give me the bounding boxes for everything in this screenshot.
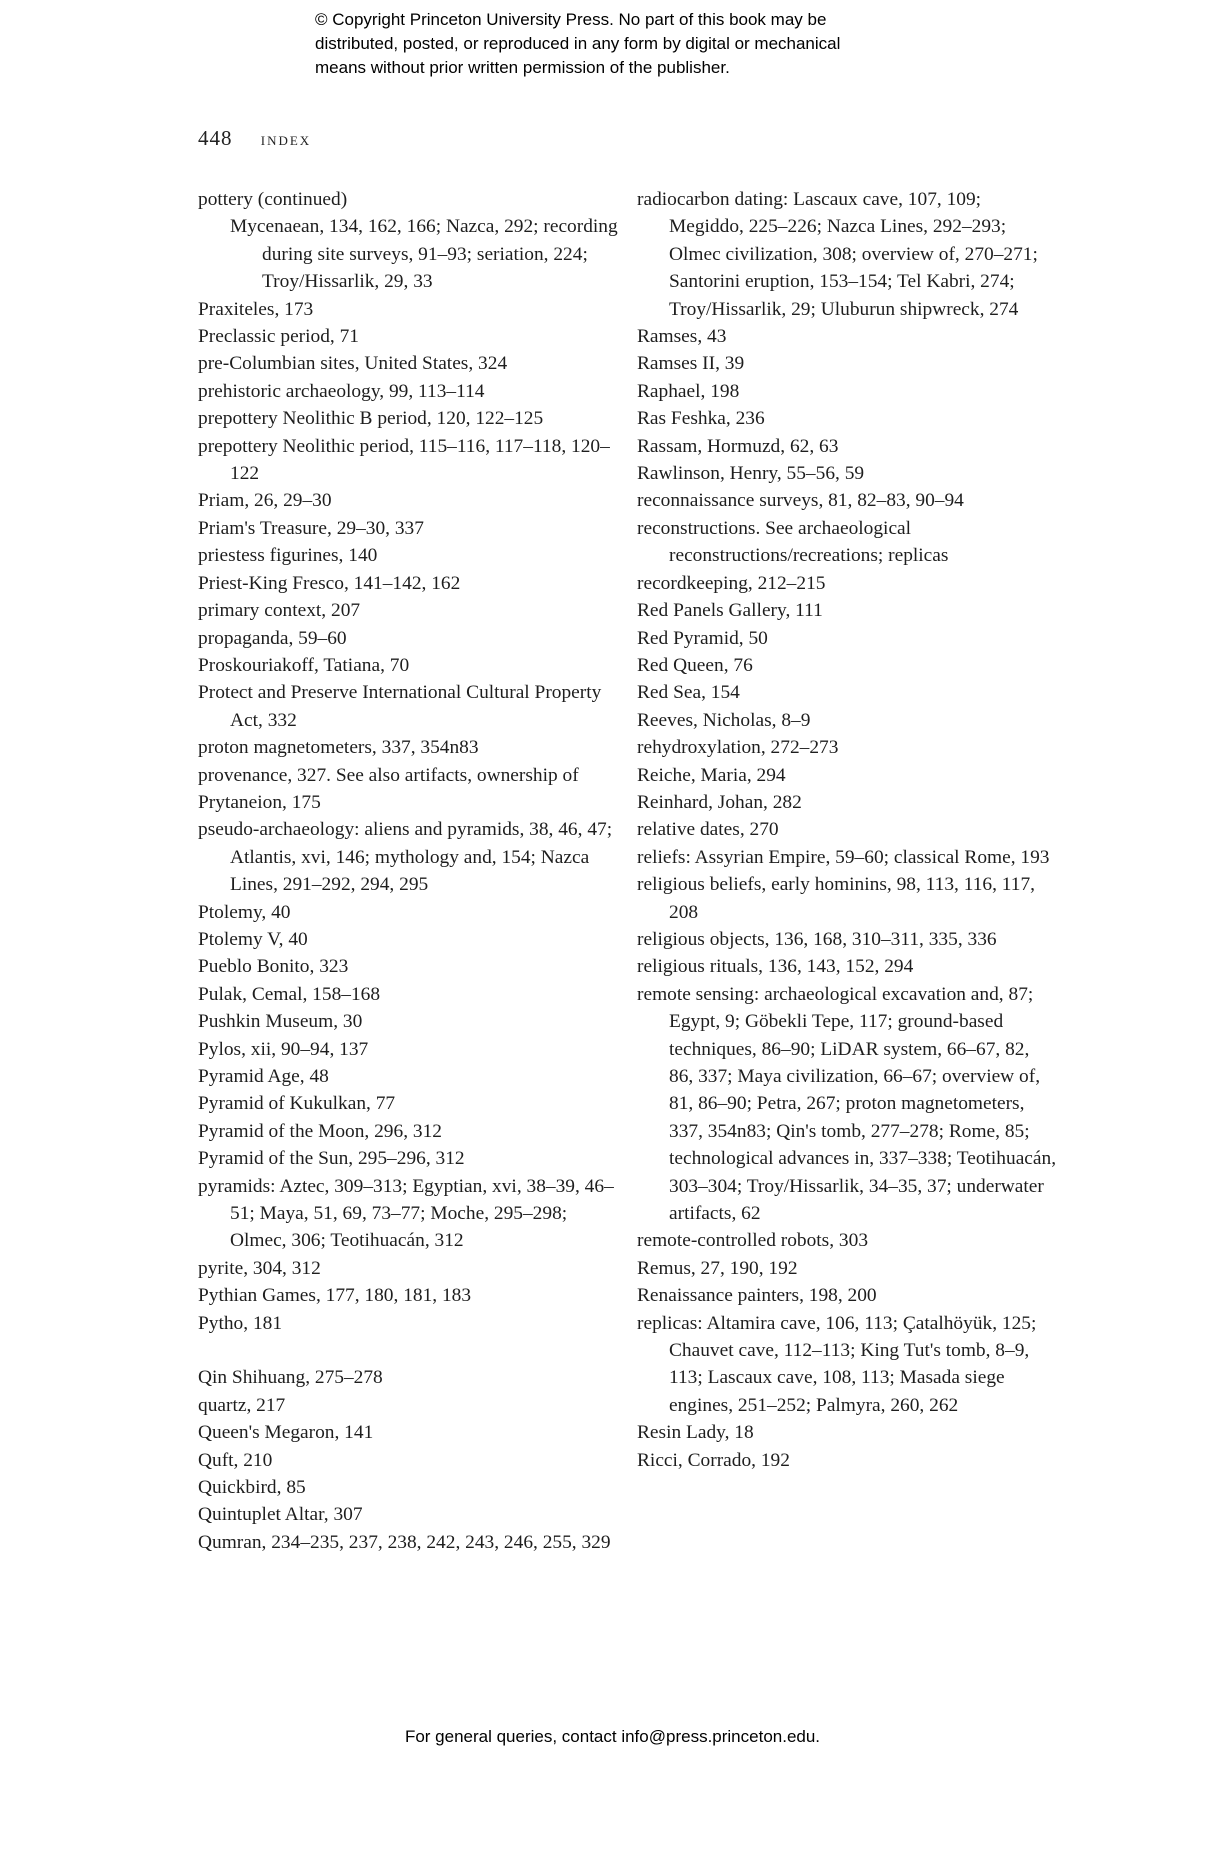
index-entry: Pythian Games, 177, 180, 181, 183 xyxy=(198,1285,472,1307)
index-entry: Queen's Megaron, 141 xyxy=(198,1422,374,1444)
index-entry: Pueblo Bonito, 323 xyxy=(198,956,349,978)
index-entry: Proskouriakoff, Tatiana, 70 xyxy=(198,654,410,676)
index-entry: Protect and Preserve International Cultural Property Act, 332 xyxy=(198,682,602,731)
index-entry: Pulak, Cemal, 158–168 xyxy=(198,983,381,1005)
copyright-line: distributed, posted, or reproduced in any form by digital or mechanical xyxy=(315,34,841,53)
index-entry: prehistoric archaeology, 99, 113–114 xyxy=(198,380,485,402)
index-entry: Resin Lady, 18 xyxy=(637,1422,754,1444)
section-title: index xyxy=(260,129,312,150)
index-entry: religious beliefs, early hominins, 98, 113, 116, 117, 208 xyxy=(637,874,1035,923)
index-entry: Pylos, xii, 90–94, 137 xyxy=(198,1038,369,1060)
index-entry: prepottery Neolithic period, 115–116, 117–118, 120–122 xyxy=(198,435,610,485)
index-entry: Red Queen, 76 xyxy=(637,654,753,676)
index-entry: pyrite, 304, 312 xyxy=(198,1257,321,1279)
index-entry: Rassam, Hormuzd, 62, 63 xyxy=(637,435,839,457)
index-entry: Quintuplet Altar, 307 xyxy=(198,1504,363,1526)
index-entry: religious rituals, 136, 143, 152, 294 xyxy=(637,956,914,978)
index-entry: Renaissance painters, 198, 200 xyxy=(637,1285,877,1307)
index-entry: Raphael, 198 xyxy=(637,380,740,402)
index-entry: Priam, 26, 29–30 xyxy=(198,490,332,512)
index-entry: Reinhard, Johan, 282 xyxy=(637,791,802,813)
index-entry: proton magnetometers, 337, 354n83 xyxy=(198,737,479,759)
index-entry: Pyramid of the Moon, 296, 312 xyxy=(198,1120,442,1142)
letter-group-gap xyxy=(198,1337,618,1364)
index-entry: Praxiteles, 173 xyxy=(198,298,314,320)
index-entry: Qumran, 234–235, 237, 238, 242, 243, 246, 255, 329 xyxy=(198,1531,611,1553)
index-entry: Pyramid of the Sun, 295–296, 312 xyxy=(198,1148,465,1170)
copyright-line: © Copyright Princeton University Press. No part of this book may be xyxy=(315,10,827,29)
index-entry: Reiche, Maria, 294 xyxy=(637,764,786,786)
index-entry: propaganda, 59–60 xyxy=(198,627,347,649)
index-entry: relative dates, 270 xyxy=(637,819,779,841)
index-column-left xyxy=(198,186,618,1556)
index-entry: reconstructions. See archaeological reconstructions/recreations; replicas xyxy=(637,517,949,567)
index-entry: Quickbird, 85 xyxy=(198,1477,306,1499)
index-entry: Ramses II, 39 xyxy=(637,353,745,375)
index-entry: Red Sea, 154 xyxy=(637,682,740,704)
index-entry: quartz, 217 xyxy=(198,1394,286,1416)
index-entry: Pushkin Museum, 30 xyxy=(198,1011,363,1033)
index-entry: Prytaneion, 175 xyxy=(198,791,321,813)
index-entry: Ptolemy, 40 xyxy=(198,901,291,923)
index-entry: Pyramid Age, 48 xyxy=(198,1066,329,1087)
index-entry: Pyramid of Kukulkan, 77 xyxy=(198,1093,396,1115)
index-subentry: Mycenaean, 134, 162, 166; Nazca, 292; recording during site surveys, 91–93; seriation, 224; Troy/Hissarlik, 29, 33 xyxy=(230,216,618,293)
index-entry: provenance, 327. See also artifacts, ownership of xyxy=(198,764,579,786)
index-entry: pyramids: Aztec, 309–313; Egyptian, xvi, 38–39, 46–51; Maya, 51, 69, 73–77; Moche, 295–298; Olmec, 306; Teotihuacán, 312 xyxy=(198,1175,614,1252)
index-entry: remote sensing: archaeological excavation and, 87; Egypt, 9; Göbekli Tepe, 117; ground-based techniques, 86–90; LiDAR system, 66–67, 82, 86, 337; Maya civilization, 66–67; overview of, 81, 86–90; Petra, 267; proton magnetometers, 337, 354n83; Qin's tomb, 277–278; Rome, 85; technological advances in, 337–338; Teotihuacán, 303–304; Troy/Hissarlik, 34–35, 37; underwater artifacts, 62 xyxy=(637,983,1057,1225)
index-entry: Priam's Treasure, 29–30, 337 xyxy=(198,517,424,539)
index-entry: recordkeeping, 212–215 xyxy=(637,572,826,594)
index-entry: Ricci, Corrado, 192 xyxy=(637,1449,790,1471)
index-entry: Ptolemy V, 40 xyxy=(198,928,308,950)
index-entry: rehydroxylation, 272–273 xyxy=(637,737,839,759)
index-entry: Preclassic period, 71 xyxy=(198,326,360,348)
index-entry: Red Panels Gallery, 111 xyxy=(637,600,823,622)
index-entry: radiocarbon dating: Lascaux cave, 107, 109; Megiddo, 225–226; Nazca Lines, 292–293; Olmec civilization, 308; overview of, 270–271; Santorini eruption, 153–154; Tel Kabri, 274; Troy/Hissarlik, 29; Uluburun shipwreck, 274 xyxy=(637,189,1038,320)
index-entry: pottery (continued) xyxy=(198,189,348,210)
index-entry: Red Pyramid, 50 xyxy=(637,627,768,649)
index-entry: pre-Columbian sites, United States, 324 xyxy=(198,353,508,375)
index-entry: replicas: Altamira cave, 106, 113; Çatalhöyük, 125; Chauvet cave, 112–113; King Tut's tomb, 8–9, 113; Lascaux cave, 108, 113; Masada siege engines, 251–252; Palmyra, 260, 262 xyxy=(637,1312,1037,1416)
index-entry: Rawlinson, Henry, 55–56, 59 xyxy=(637,463,865,485)
copyright-line: means without prior written permission of the publisher. xyxy=(315,58,730,77)
index-entry: Pytho, 181 xyxy=(198,1312,283,1334)
index-entry: Priest-King Fresco, 141–142, 162 xyxy=(198,572,461,594)
index-entry: Reeves, Nicholas, 8–9 xyxy=(637,709,811,731)
index-entry: Qin Shihuang, 275–278 xyxy=(198,1367,383,1389)
index-entry: primary context, 207 xyxy=(198,600,361,622)
page-number: 448 xyxy=(198,126,233,150)
index-entry: Ras Feshka, 236 xyxy=(637,408,765,430)
running-head xyxy=(198,126,311,151)
footer-contact: For general queries, contact info@press.princeton.edu. xyxy=(404,1727,821,1746)
index-entry: reliefs: Assyrian Empire, 59–60; classical Rome, 193 xyxy=(637,846,1050,868)
index-entry: Quft, 210 xyxy=(198,1449,273,1471)
index-column-right xyxy=(637,186,1057,1474)
index-entry: reconnaissance surveys, 81, 82–83, 90–94 xyxy=(637,490,964,512)
copyright-notice xyxy=(315,8,955,80)
index-entry: Ramses, 43 xyxy=(637,326,727,348)
index-entry: Remus, 27, 190, 192 xyxy=(637,1257,798,1279)
index-entry: priestess figurines, 140 xyxy=(198,545,378,567)
index-entry: remote-controlled robots, 303 xyxy=(637,1230,869,1252)
index-entry: religious objects, 136, 168, 310–311, 335, 336 xyxy=(637,928,997,950)
index-entry: prepottery Neolithic B period, 120, 122–125 xyxy=(198,408,544,430)
index-entry: pseudo-archaeology: aliens and pyramids, 38, 46, 47; Atlantis, xvi, 146; mythology and, 154; Nazca Lines, 291–292, 294, 295 xyxy=(198,819,613,896)
